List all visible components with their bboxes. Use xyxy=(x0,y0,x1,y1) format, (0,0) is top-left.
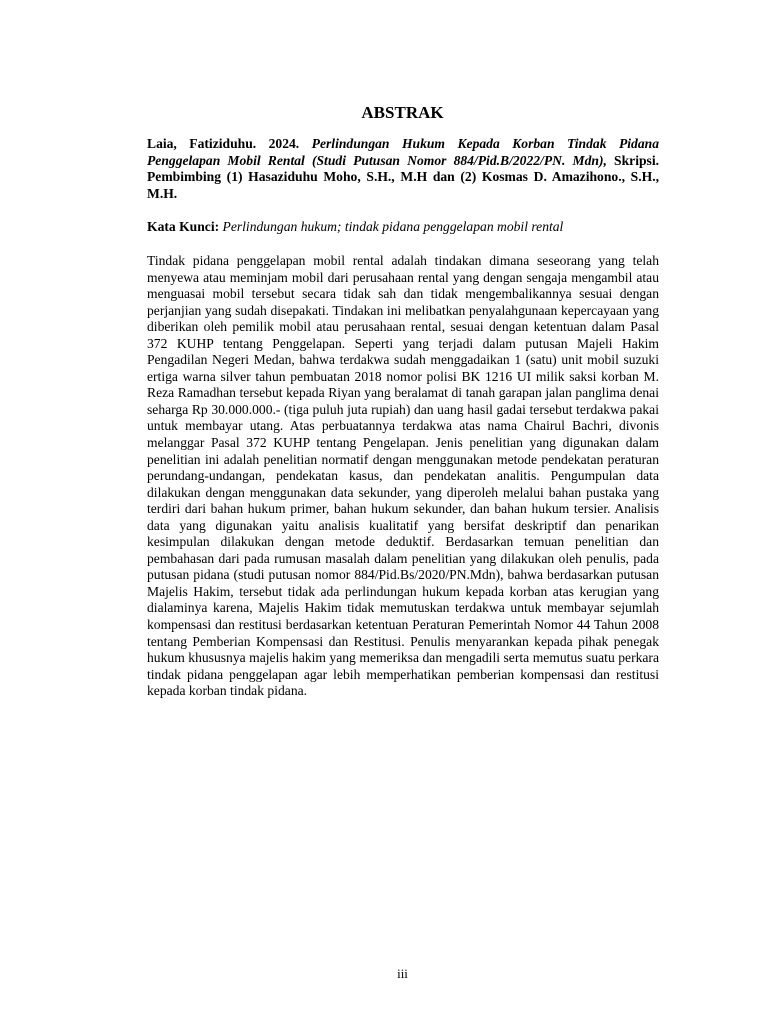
citation-supervisors: Skripsi. Pembimbing (1) Hasaziduhu Moho, S.H., M.H dan (2) Kosmas D. Amazihono., S.H., M.H. xyxy=(147,152,660,201)
keywords-text: Perlindungan hukum; tindak pidana penggelapan mobil rental xyxy=(222,219,564,234)
keywords xyxy=(147,219,659,236)
citation xyxy=(147,136,659,202)
abstract-body: Tindak pidana penggelapan mobil rental adalah tindakan dimana seseorang yang telah menyewa atau meminjam mobil dari perusahaan rental yang dengan sengaja mengambil atau menguasai mobil tersebut secara tidak sah dan tidak mengembalikannya sesuai dengan perjanjian yang sudah disepakati. Tindakan ini melibatkan penyalahgunaan kepercayaan yang diberikan oleh pemilik mobil atau perusahaan rental, sesuai dengan ketentuan dalam Pasal 372 KUHP tentang Penggelapan. Seperti yang terjadi dalam putusan Majeli Hakim Pengadilan Negeri Medan, bahwa terdakwa sudah menggadaikan 1 (satu) unit mobil suzuki ertiga warna silver tahun pembuatan 2018 nomor polisi BK 1216 UI milik saksi korban M. Reza Ramadhan tersebut kepada Riyan yang beralamat di tanah garapan jalan panglima denai seharga Rp 30.000.000.- (tiga puluh juta rupiah) dan uang hasil gadai tersebut terdakwa pakai untuk membayar utang. Atas perbuatannya terdakwa atas nama Chairul Bachri, divonis melanggar Pasal 372 KUHP tentang Pengelapan. Jenis penelitian yang digunakan dalam penelitian ini adalah penelitian normatif dengan menggunakan metode pendekatan peraturan perundang-undangan, pendekatan kasus, dan pendekatan analitis. Pengumpulan data dilakukan dengan menggunakan data sekunder, yang diperoleh melalui bahan pustaka yang terdiri dari bahan hukum primer, bahan hukum sekunder, dan bahan hukum tersier. Analisis data yang digunakan yaitu analisis kualitatif yang bersifat deskriptif dan penarikan kesimpulan dilakukan dengan metode deduktif. Berdasarkan temuan penelitian dan pembahasan dari pada rumusan masalah dalam penelitian yang dilakukan oleh penulis, pada putusan pidana (studi putusan nomor 884/Pid.Bs/2020/PN.Mdn), bahwa berdasarkan putusan Majelis Hakim, tersebut tidak ada perlindungan hukum kepada korban atas kerugian yang dialaminya karena, Majelis Hakim tidak memutuskan terdakwa untuk membayar sejumlah kompensasi dan restitusi berdasarkan ketentuan Peraturan Pemerintah Nomor 44 Tahun 2008 tentang Pemberian Kompensasi dan Restitusi. Penulis menyarankan kepada pihak penegak hukum khususnya majelis hakim yang memeriksa dan mengadili serta memutus suatu perkara tindak pidana penggelapan agar lebih memperhatikan pemberian kompensasi dan restitusi kepada korban tindak pidana. xyxy=(147,253,659,699)
page-title: ABSTRAK xyxy=(361,103,444,122)
page-number: iii xyxy=(397,966,408,981)
citation-author-year: Laia, Fatiziduhu. 2024. xyxy=(147,136,300,151)
keywords-label: Kata Kunci: xyxy=(147,219,220,234)
citation-thesis-title: Perlindungan Hukum Kepada Korban Tindak Pidana Penggelapan Mobil Rental (Studi Putusan Nomor 884/Pid.B/2022/PN. Mdn), xyxy=(147,136,659,168)
